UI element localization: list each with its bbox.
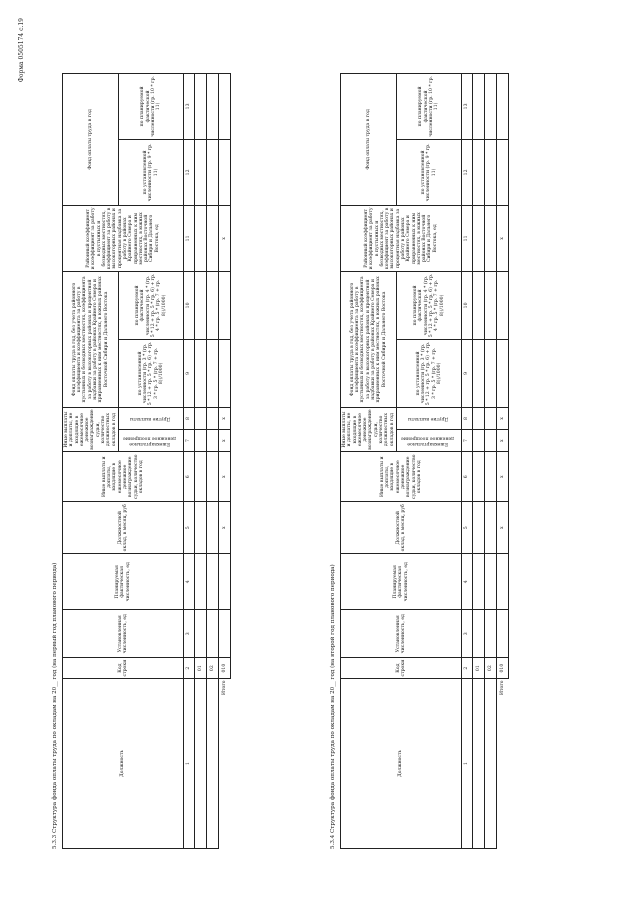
- cell-input[interactable]: [485, 205, 497, 271]
- cell-input[interactable]: [473, 139, 485, 205]
- total-cell: x: [219, 430, 231, 452]
- col-number: 5: [462, 502, 473, 554]
- total-cell[interactable]: [219, 339, 231, 407]
- header-monthly-bonus: Ежеквартальное денежное поощрение: [123, 435, 177, 446]
- total-cell[interactable]: [497, 339, 509, 407]
- cell-input[interactable]: [195, 407, 207, 429]
- header-fund-group: Фонд оплаты труда в год, без учета районного коэффициента и коэффициента за работу в пустынных и безводных местностях, коэффициента за работу в высокогорных районах и процентной надбавки за работу в районах Крайнего Севера и приравненных к ним местностях, в южных районах Восточной Сибири и Дальнего Востока: [63, 271, 119, 407]
- cell-input[interactable]: [195, 73, 207, 139]
- header-coef: Районный коэффициент и коэффициент за работу в пустынных и безводных местностях, коэффициент за работу в высокогорных районах и процентная надбавка за работу в районах Крайнего Севера и приравненных к ним местностях, в южных районах Восточной Сибири и Дальнего Востока, ед: [63, 205, 184, 271]
- col-number: 3: [462, 610, 473, 658]
- row-code: 02: [485, 658, 497, 679]
- total-cell[interactable]: [219, 554, 231, 610]
- row-code: 01: [195, 658, 207, 679]
- table-row: [195, 73, 207, 848]
- cell-input[interactable]: [473, 271, 485, 339]
- cell-input[interactable]: [195, 610, 207, 658]
- cell-input[interactable]: [473, 73, 485, 139]
- col-number: 7: [462, 430, 473, 452]
- col-number: 6: [184, 452, 195, 502]
- col-number: 1: [184, 679, 195, 849]
- row-code: 01: [473, 658, 485, 679]
- position-input[interactable]: [195, 679, 207, 849]
- cell-input[interactable]: [207, 407, 219, 429]
- total-row: [497, 73, 509, 848]
- position-input[interactable]: [473, 679, 485, 849]
- total-code: 010: [497, 658, 509, 679]
- header-position: Должность: [341, 679, 462, 849]
- cell-input[interactable]: [485, 554, 497, 610]
- cell-input[interactable]: [473, 610, 485, 658]
- total-cell[interactable]: [497, 73, 509, 139]
- header-coef: Районный коэффициент и коэффициент за работу в пустынных и безводных местностях, коэффициент за работу в высокогорных районах и процентная надбавка за работу в районах Крайнего Севера и приравненных к ним местностях, в южных районах Восточной Сибири и Дальнего Востока, ед: [341, 205, 462, 271]
- total-cell: x: [219, 407, 231, 429]
- col-number: 8: [184, 407, 195, 429]
- cell-input[interactable]: [195, 139, 207, 205]
- col-number: 6: [462, 452, 473, 502]
- header-other-not-included: Иные выплаты и доплаты, не входящие в ежемесячное денежное вознаграждение судьи, количество должностных окладов в год: [342, 409, 395, 450]
- header-est-count: Установленная численность, ед: [341, 610, 462, 658]
- col-number: 9: [184, 339, 195, 407]
- salary-table: [62, 73, 231, 849]
- cell-input[interactable]: [195, 452, 207, 502]
- position-input[interactable]: [485, 679, 497, 849]
- header-total-est: по установленной численности (гр. 9 * гр. 11): [118, 139, 183, 205]
- col-number: 2: [184, 658, 195, 679]
- total-row: [219, 73, 231, 848]
- total-cell[interactable]: [497, 271, 509, 339]
- row-code: 02: [207, 658, 219, 679]
- header-fund-est: по установленной численности (гр. 3 * (гр. 5 * 12 + гр. 5 * гр. 6) + гр. 3 * гр. 5 * (гр. 7 + гр. 8))/1000): [396, 339, 461, 407]
- cell-input[interactable]: [195, 554, 207, 610]
- header-total-planned: по планируемой фактической численности (гр. 10 * гр. 11): [396, 73, 461, 139]
- salary-table: [340, 73, 509, 849]
- cell-input[interactable]: [195, 502, 207, 554]
- total-cell[interactable]: [219, 610, 231, 658]
- total-code: 010: [219, 658, 231, 679]
- header-other-payments: Другие выплаты: [407, 416, 448, 422]
- cell-input[interactable]: [485, 139, 497, 205]
- col-number: 9: [462, 339, 473, 407]
- header-fund-planned: по планируемой фактической численности (гр. 4 * (гр. 5 * 12 + гр. 5 * гр. 6) + гр. 4 * гр. 5 * (гр. 7 + гр. 8))/1000): [396, 271, 461, 339]
- section-title: 5.3.3 Структура фонда оплаты труда по окладам на 20__ год (на первый год планового периода): [52, 562, 58, 849]
- total-cell[interactable]: [497, 554, 509, 610]
- cell-input[interactable]: [207, 610, 219, 658]
- cell-input[interactable]: [485, 73, 497, 139]
- header-code: Код строки: [341, 658, 462, 679]
- col-number: 13: [184, 73, 195, 139]
- cell-input[interactable]: [207, 554, 219, 610]
- header-total-est: по установленной численности (гр. 9 * гр. 11): [396, 139, 461, 205]
- header-est-count: Установленная численность, ед: [63, 610, 184, 658]
- cell-input[interactable]: [473, 452, 485, 502]
- cell-input[interactable]: [195, 205, 207, 271]
- cell-input[interactable]: [195, 271, 207, 339]
- total-cell[interactable]: [497, 139, 509, 205]
- total-label: Итого: [222, 680, 228, 695]
- header-code: Код строки: [63, 658, 184, 679]
- cell-input[interactable]: [473, 407, 485, 429]
- col-number: 10: [462, 271, 473, 339]
- total-cell: x: [497, 430, 509, 452]
- total-cell[interactable]: [497, 610, 509, 658]
- position-input[interactable]: [207, 679, 219, 849]
- cell-input[interactable]: [195, 430, 207, 452]
- total-cell: x: [497, 502, 509, 554]
- total-cell: x: [497, 452, 509, 502]
- header-other-payments: Другие выплаты: [129, 416, 170, 422]
- total-cell: x: [497, 205, 509, 271]
- cell-input[interactable]: [207, 452, 219, 502]
- col-number: 12: [462, 139, 473, 205]
- total-cell[interactable]: [219, 271, 231, 339]
- total-cell: x: [219, 205, 231, 271]
- header-salary: Должностной оклад, в месяц, руб: [341, 502, 462, 554]
- col-number: 10: [184, 271, 195, 339]
- col-number: 12: [184, 139, 195, 205]
- header-fund-group: Фонд оплаты труда в год, без учета районного коэффициента и коэффициента за работу в пустынных и безводных местностях, коэффициента за работу в высокогорных районах и процентной надбавки за работу в районах Крайнего Севера и приравненных к ним местностях, в южных районах Восточной Сибири и Дальнего Востока: [341, 271, 397, 407]
- header-monthly-bonus: Ежеквартальное денежное поощрение: [401, 435, 455, 446]
- cell-input[interactable]: [473, 339, 485, 407]
- cell-input[interactable]: [485, 407, 497, 429]
- cell-input[interactable]: [485, 610, 497, 658]
- cell-input[interactable]: [207, 271, 219, 339]
- cell-input[interactable]: [485, 452, 497, 502]
- col-number: 11: [462, 205, 473, 271]
- col-number: 1: [462, 679, 473, 849]
- cell-input[interactable]: [207, 430, 219, 452]
- header-planned-count: Планируемая фактическая численность, ед: [341, 554, 462, 610]
- table-row: [485, 73, 497, 848]
- header-fund-total-group: Фонд оплаты труда в год: [341, 73, 397, 205]
- col-number: 11: [184, 205, 195, 271]
- header-fund-planned: по планируемой фактической численности (гр. 4 * (гр. 5 * 12 + гр. 5 * гр. 6) + гр. 4 * гр. 5 * (гр. 7 + гр. 8))/1000): [118, 271, 183, 339]
- total-cell: x: [219, 502, 231, 554]
- col-number: 4: [462, 554, 473, 610]
- form-code: Форма 0505174 с.19: [18, 18, 25, 83]
- col-number: 7: [184, 430, 195, 452]
- cell-input[interactable]: [473, 430, 485, 452]
- col-number: 13: [462, 73, 473, 139]
- header-total-planned: по планируемой фактической численности (гр. 10 * гр. 11): [118, 73, 183, 139]
- total-cell: x: [219, 452, 231, 502]
- cell-input[interactable]: [207, 205, 219, 271]
- header-salary: Должностной оклад, в месяц, руб: [63, 502, 184, 554]
- table-row: [473, 73, 485, 848]
- cell-input[interactable]: [473, 502, 485, 554]
- header-other-included: Иные выплаты и доплаты, входящие в ежемесячное денежное вознаграждение судьи, количество окладов в год: [63, 452, 184, 502]
- header-fund-total-group: Фонд оплаты труда в год: [63, 73, 119, 205]
- section-title: 5.3.4 Структура фонда оплаты труда по окладам на 20__ год (на второй год планового периода): [330, 564, 336, 849]
- total-cell[interactable]: [219, 139, 231, 205]
- col-number: 5: [184, 502, 195, 554]
- table-row: [207, 73, 219, 848]
- cell-input[interactable]: [207, 339, 219, 407]
- cell-input[interactable]: [485, 339, 497, 407]
- total-cell: x: [497, 407, 509, 429]
- cell-input[interactable]: [195, 339, 207, 407]
- cell-input[interactable]: [207, 73, 219, 139]
- total-label: Итого: [500, 680, 506, 695]
- header-planned-count: Планируемая фактическая численность, ед: [63, 554, 184, 610]
- header-other-included: Иные выплаты и доплаты, входящие в ежемесячное денежное вознаграждение судьи, количество окладов в год: [341, 452, 462, 502]
- cell-input[interactable]: [473, 205, 485, 271]
- col-number: 3: [184, 610, 195, 658]
- cell-input[interactable]: [485, 430, 497, 452]
- col-number: 4: [184, 554, 195, 610]
- cell-input[interactable]: [207, 139, 219, 205]
- cell-input[interactable]: [473, 554, 485, 610]
- cell-input[interactable]: [485, 502, 497, 554]
- header-fund-est: по установленной численности (гр. 3 * (гр. 5 * 12 + гр. 5 * гр. 6) + гр. 3 * гр. 5 * (гр. 7 + гр. 8))/1000): [118, 339, 183, 407]
- header-position: Должность: [63, 679, 184, 849]
- cell-input[interactable]: [485, 271, 497, 339]
- total-cell[interactable]: [219, 73, 231, 139]
- col-number: 2: [462, 658, 473, 679]
- header-other-not-included: Иные выплаты и доплаты, не входящие в ежемесячное денежное вознаграждение судьи, количество должностных окладов в год: [64, 409, 117, 450]
- col-number: 8: [462, 407, 473, 429]
- cell-input[interactable]: [207, 502, 219, 554]
